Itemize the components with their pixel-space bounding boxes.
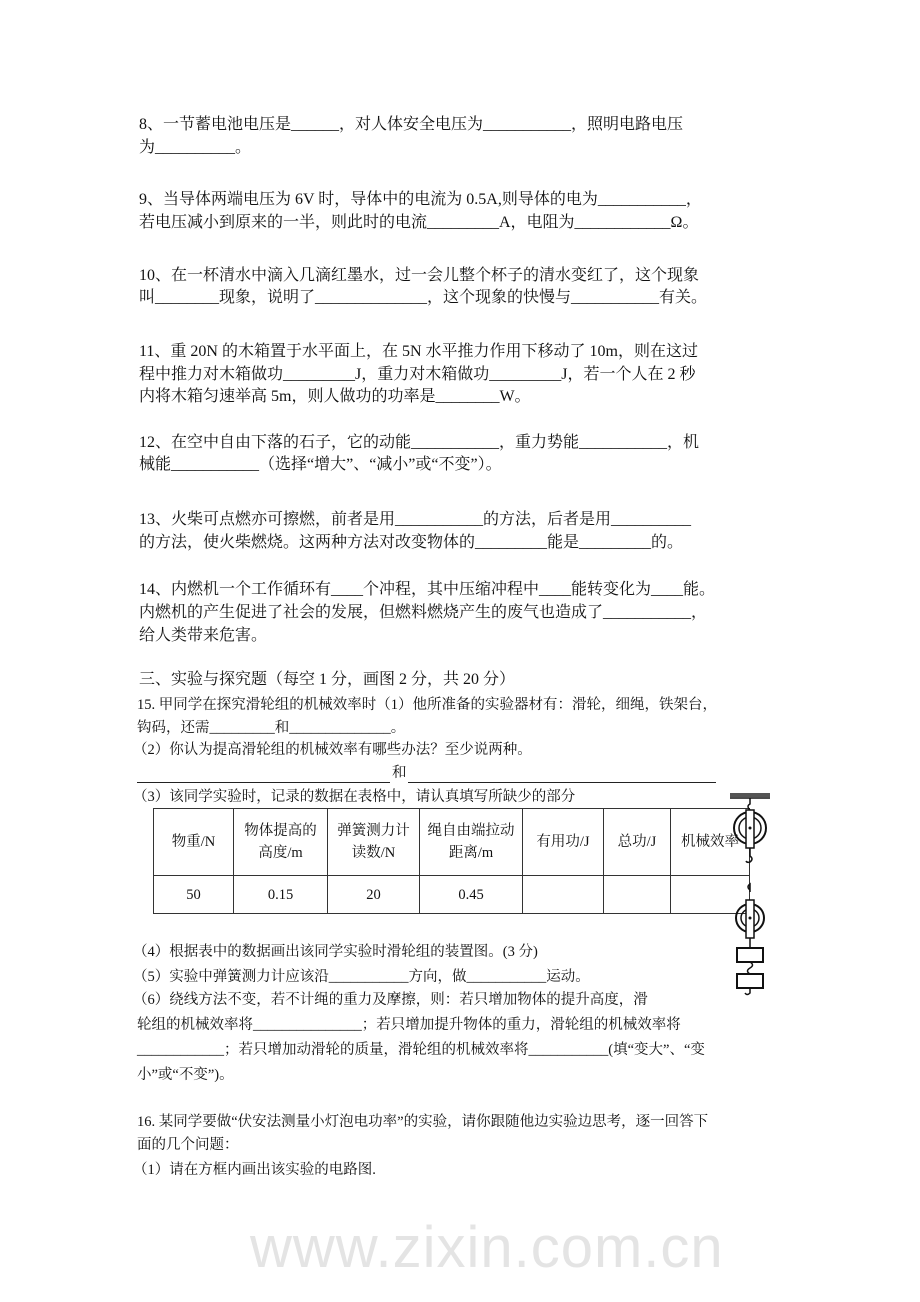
answer-blank-1[interactable]: [137, 782, 390, 783]
table-cell: 20: [328, 876, 420, 914]
table-header-cell: 物体提高的 高度/m: [234, 809, 328, 876]
q13-line1: 13、火柴可点燃亦可擦燃，前者是用___________的方法，后者是用__________: [139, 511, 692, 528]
q9-line2: 若电压减小到原来的一半，则此时的电流_________A，电阻为____________Ω。: [139, 214, 699, 231]
q10-line2: 叫________现象，说明了______________，这个现象的快慢与___________有关。: [139, 289, 708, 306]
q15-and: 和: [392, 765, 407, 781]
table-header-cell: 总功/J: [604, 809, 671, 876]
watermark: www.zixin.com.cn: [250, 1215, 724, 1280]
q14-line1: 14、内燃机一个工作循环有____个冲程，其中压缩冲程中____能转变化为____能。: [139, 581, 716, 598]
table-cell[interactable]: [604, 876, 671, 914]
q15-line1: 15. 甲同学在探究滑轮组的机械效率时（1）他所准备的实验器材有：滑轮，细绳，铁架台，: [137, 697, 717, 713]
q8-line2: 为__________。: [139, 139, 252, 156]
q15-part6-line1: （6）绕线方法不变，若不计绳的重力及摩擦，则：若只增加物体的提升高度，滑: [133, 992, 648, 1008]
table-cell: 50: [154, 876, 234, 914]
data-table: [153, 808, 750, 914]
q16-part1: （1）请在方框内画出该实验的电路图.: [133, 1162, 376, 1178]
table-data-row: [154, 876, 750, 914]
q16-line1: 16. 某同学要做“伏安法测量小灯泡电功率”的实验，请你跟随他边实验边思考，逐一回答下: [137, 1114, 709, 1130]
pulley-diagram: [725, 790, 775, 1000]
q15-part2: （2）你认为提高滑轮组的机械效率有哪些办法？至少说两种。: [133, 742, 532, 758]
q15-part5: （5）实验中弹簧测力计应该沿___________方向，做___________运动。: [133, 969, 590, 985]
q15-part6-line2: 轮组的机械效率将_______________；若只增加提升物体的重力，滑轮组的机械效率将: [137, 1017, 681, 1033]
q12-line2: 械能___________（选择“增大”、“减小”或“不变”）。: [139, 456, 502, 473]
q15-line2: 钩码，还需_________和______________。: [137, 720, 406, 736]
q15-part6-line3: ____________；若只增加动滑轮的质量，滑轮组的机械效率将___________(填“变大”、“变: [137, 1042, 705, 1058]
answer-blank-2[interactable]: [408, 782, 716, 783]
table-header-cell: 弹簧测力计 读数/N: [328, 809, 420, 876]
table-header-cell: 有用功/J: [523, 809, 604, 876]
q15-part6-line4: 小”或“不变”)。: [137, 1067, 234, 1083]
q11-line1: 11、重 20N 的木箱置于水平面上，在 5N 水平推力作用下移动了 10m，则在这过: [139, 343, 698, 360]
q15-part4: （4）根据表中的数据画出该同学实验时滑轮组的装置图。(3 分): [133, 944, 538, 960]
table-cell: 0.15: [234, 876, 328, 914]
q15-part3: （3）该同学实验时，记录的数据在表格中，请认真填写所缺少的部分: [133, 789, 576, 805]
table-header-cell: 机械效率: [671, 809, 750, 876]
q16-line2: 面的几个问题：: [137, 1137, 239, 1153]
q9-line1: 9、当导体两端电压为 6V 时，导体中的电流为 0.5A,则导体的电为___________，: [139, 191, 702, 208]
table-header-row: [154, 809, 750, 876]
table-cell[interactable]: [523, 876, 604, 914]
section-3-heading: 三、实验与探究题（每空 1 分，画图 2 分，共 20 分）: [139, 671, 516, 688]
q14-line2: 内燃机的产生促进了社会的发展，但燃料燃烧产生的废气也造成了___________，: [139, 604, 708, 621]
q11-line3: 内将木箱匀速举高 5m，则人做功的功率是________W。: [139, 388, 531, 405]
q10-line1: 10、在一杯清水中滴入几滴红墨水，过一会儿整个杯子的清水变红了，这个现象: [139, 267, 700, 284]
q14-line3: 给人类带来危害。: [139, 627, 268, 644]
table-cell: 0.45: [420, 876, 523, 914]
q12-line1: 12、在空中自由下落的石子，它的动能___________，重力势能___________，机: [139, 434, 700, 451]
table-header-cell: 物重/N: [154, 809, 234, 876]
q8-line1: 8、一节蓄电池电压是______，对人体安全电压为___________，照明电路电压: [139, 116, 684, 133]
q11-line2: 程中推力对木箱做功_________J，重力对木箱做功_________J，若一个人在 2 秒: [139, 366, 696, 383]
q13-line2: 的方法，使火柴燃烧。这两种方法对改变物体的_________能是_________的。: [139, 534, 684, 551]
table-header-cell: 绳自由端拉动 距离/m: [420, 809, 523, 876]
